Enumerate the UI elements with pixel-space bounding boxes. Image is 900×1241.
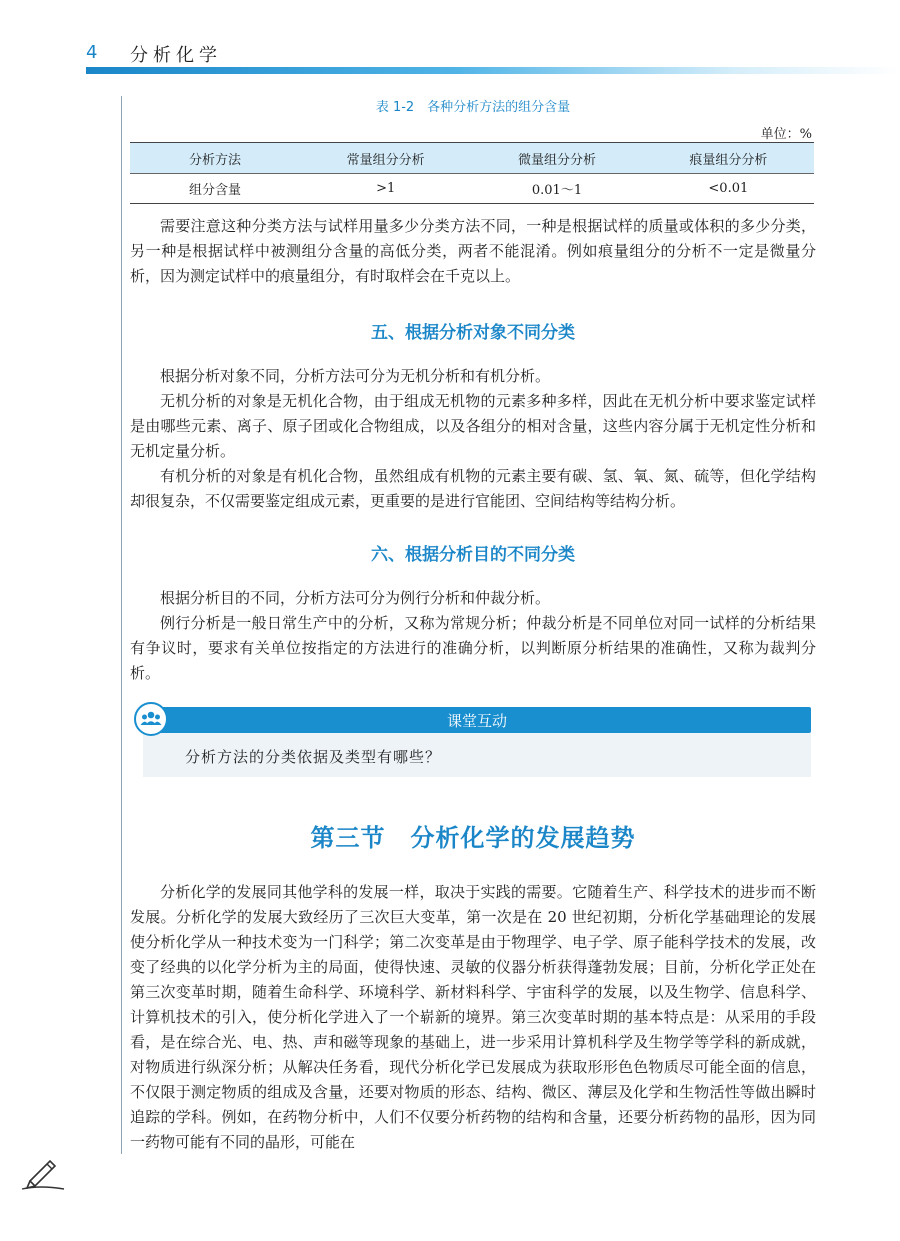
paragraph-object-intro: 根据分析对象不同，分析方法可分为无机分析和有机分析。 bbox=[160, 367, 551, 385]
table-caption: 表 1-2 各种分析方法的组分含量 bbox=[375, 100, 571, 115]
table-cell: 0.01～1 bbox=[471, 174, 642, 204]
table-header-cell: 常量组分分析 bbox=[300, 143, 471, 174]
paragraph-organic: 有机分析的对象是有机化合物，虽然组成有机物的元素主要有碳、氢、氧、氮、硫等，但化学结构却很复杂，不仅需要鉴定组成元素，更重要的是进行官能团、空间结构等结构分析。 bbox=[130, 467, 816, 510]
table-header-cell: 分析方法 bbox=[130, 143, 300, 174]
page-header bbox=[0, 0, 900, 76]
margin-rule bbox=[121, 96, 122, 1154]
paragraph-purpose-intro: 根据分析目的不同，分析方法可分为例行分析和仲裁分析。 bbox=[160, 589, 551, 607]
pencil-icon bbox=[20, 1155, 66, 1191]
table-unit: 单位：% bbox=[760, 127, 812, 142]
header-gradient-bar bbox=[86, 67, 900, 74]
table-row bbox=[130, 174, 814, 204]
heading-analysis-object: 五、根据分析对象不同分类 bbox=[371, 323, 575, 343]
paragraph-routine-arbitration: 例行分析是一般日常生产中的分析，又称为常规分析；仲裁分析是不同单位对同一试样的分析结果有争议时，要求有关单位按指定的方法进行的准确分析，以判断原分析结果的准确性，又称为裁判分析。 bbox=[130, 614, 816, 682]
section-title: 第三节 分析化学的发展趋势 bbox=[310, 824, 636, 852]
heading-analysis-purpose: 六、根据分析目的不同分类 bbox=[371, 545, 575, 565]
composition-table bbox=[130, 142, 814, 204]
people-group-icon bbox=[134, 702, 168, 736]
classroom-interaction-box bbox=[143, 707, 811, 777]
interaction-body bbox=[143, 733, 811, 777]
table-header-cell: 微量组分分析 bbox=[471, 143, 642, 174]
interaction-question: 分析方法的分类依据及类型有哪些？ bbox=[185, 748, 442, 766]
paragraph-classification-note: 需要注意这种分类方法与试样用量多少分类方法不同，一种是根据试样的质量或体积的多少分类，另一种是根据试样中被测组分含量的高低分类，两者不能混淆。例如痕量组分的分析不一定是微量分析，因为测定试样中的痕量组分，有时取样会在千克以上。 bbox=[130, 217, 816, 285]
table-cell: >1 bbox=[300, 174, 471, 204]
table-cell: <0.01 bbox=[643, 174, 814, 204]
book-title: 分析化学 bbox=[130, 45, 222, 66]
table-header-row bbox=[130, 143, 814, 174]
interaction-title-bar bbox=[143, 707, 811, 733]
paragraph-development-trend: 分析化学的发展同其他学科的发展一样，取决于实践的需要。它随着生产、科学技术的进步而不断发展。分析化学的发展大致经历了三次巨大变革，第一次是在 20 世纪初期，分析化学基础理论的发展使分析化学从一种技术变为一门科学；第二次变革是由于物理学、电子学、原子能科学技术的发展，改变了经典的以化学分析为主的局面，使得快速、灵敏的仪器分析获得蓬勃发展；目前，分析化学正处在第三次变革时期，随着生命科学、环境科学、新材料科学、宇宙科学的发展，以及生物学、信息科学、计算机技术的引入，使分析化学进入了一个崭新的境界。第三次变革时期的基本特点是：从采用的手段看，是在综合光、电、热、声和磁等现象的基础上，进一步采用计算机科学及生物学等学科的新成就，对物质进行纵深分析；从解决任务看，现代分析化学已发展成为获取形形色色物质尽可能全面的信息，不仅限于测定物质的组成及含量，还要对物质的形态、结构、微区、薄层及化学和生物活性等做出瞬时追踪的学科。例如，在药物分析中，人们不仅要分析药物的结构和含量，还要分析药物的晶形，因为同一药物可能有不同的晶形，可能在 bbox=[130, 883, 816, 1151]
interaction-title: 课堂互动 bbox=[446, 712, 507, 730]
table-cell: 组分含量 bbox=[130, 174, 300, 204]
page-number: 4 bbox=[86, 42, 98, 63]
paragraph-inorganic: 无机分析的对象是无机化合物，由于组成无机物的元素多种多样，因此在无机分析中要求鉴定试样是由哪些元素、离子、原子团或化合物组成，以及各组分的相对含量，这些内容分属于无机定性分析和无机定量分析。 bbox=[130, 392, 816, 460]
table-header-cell: 痕量组分分析 bbox=[643, 143, 814, 174]
